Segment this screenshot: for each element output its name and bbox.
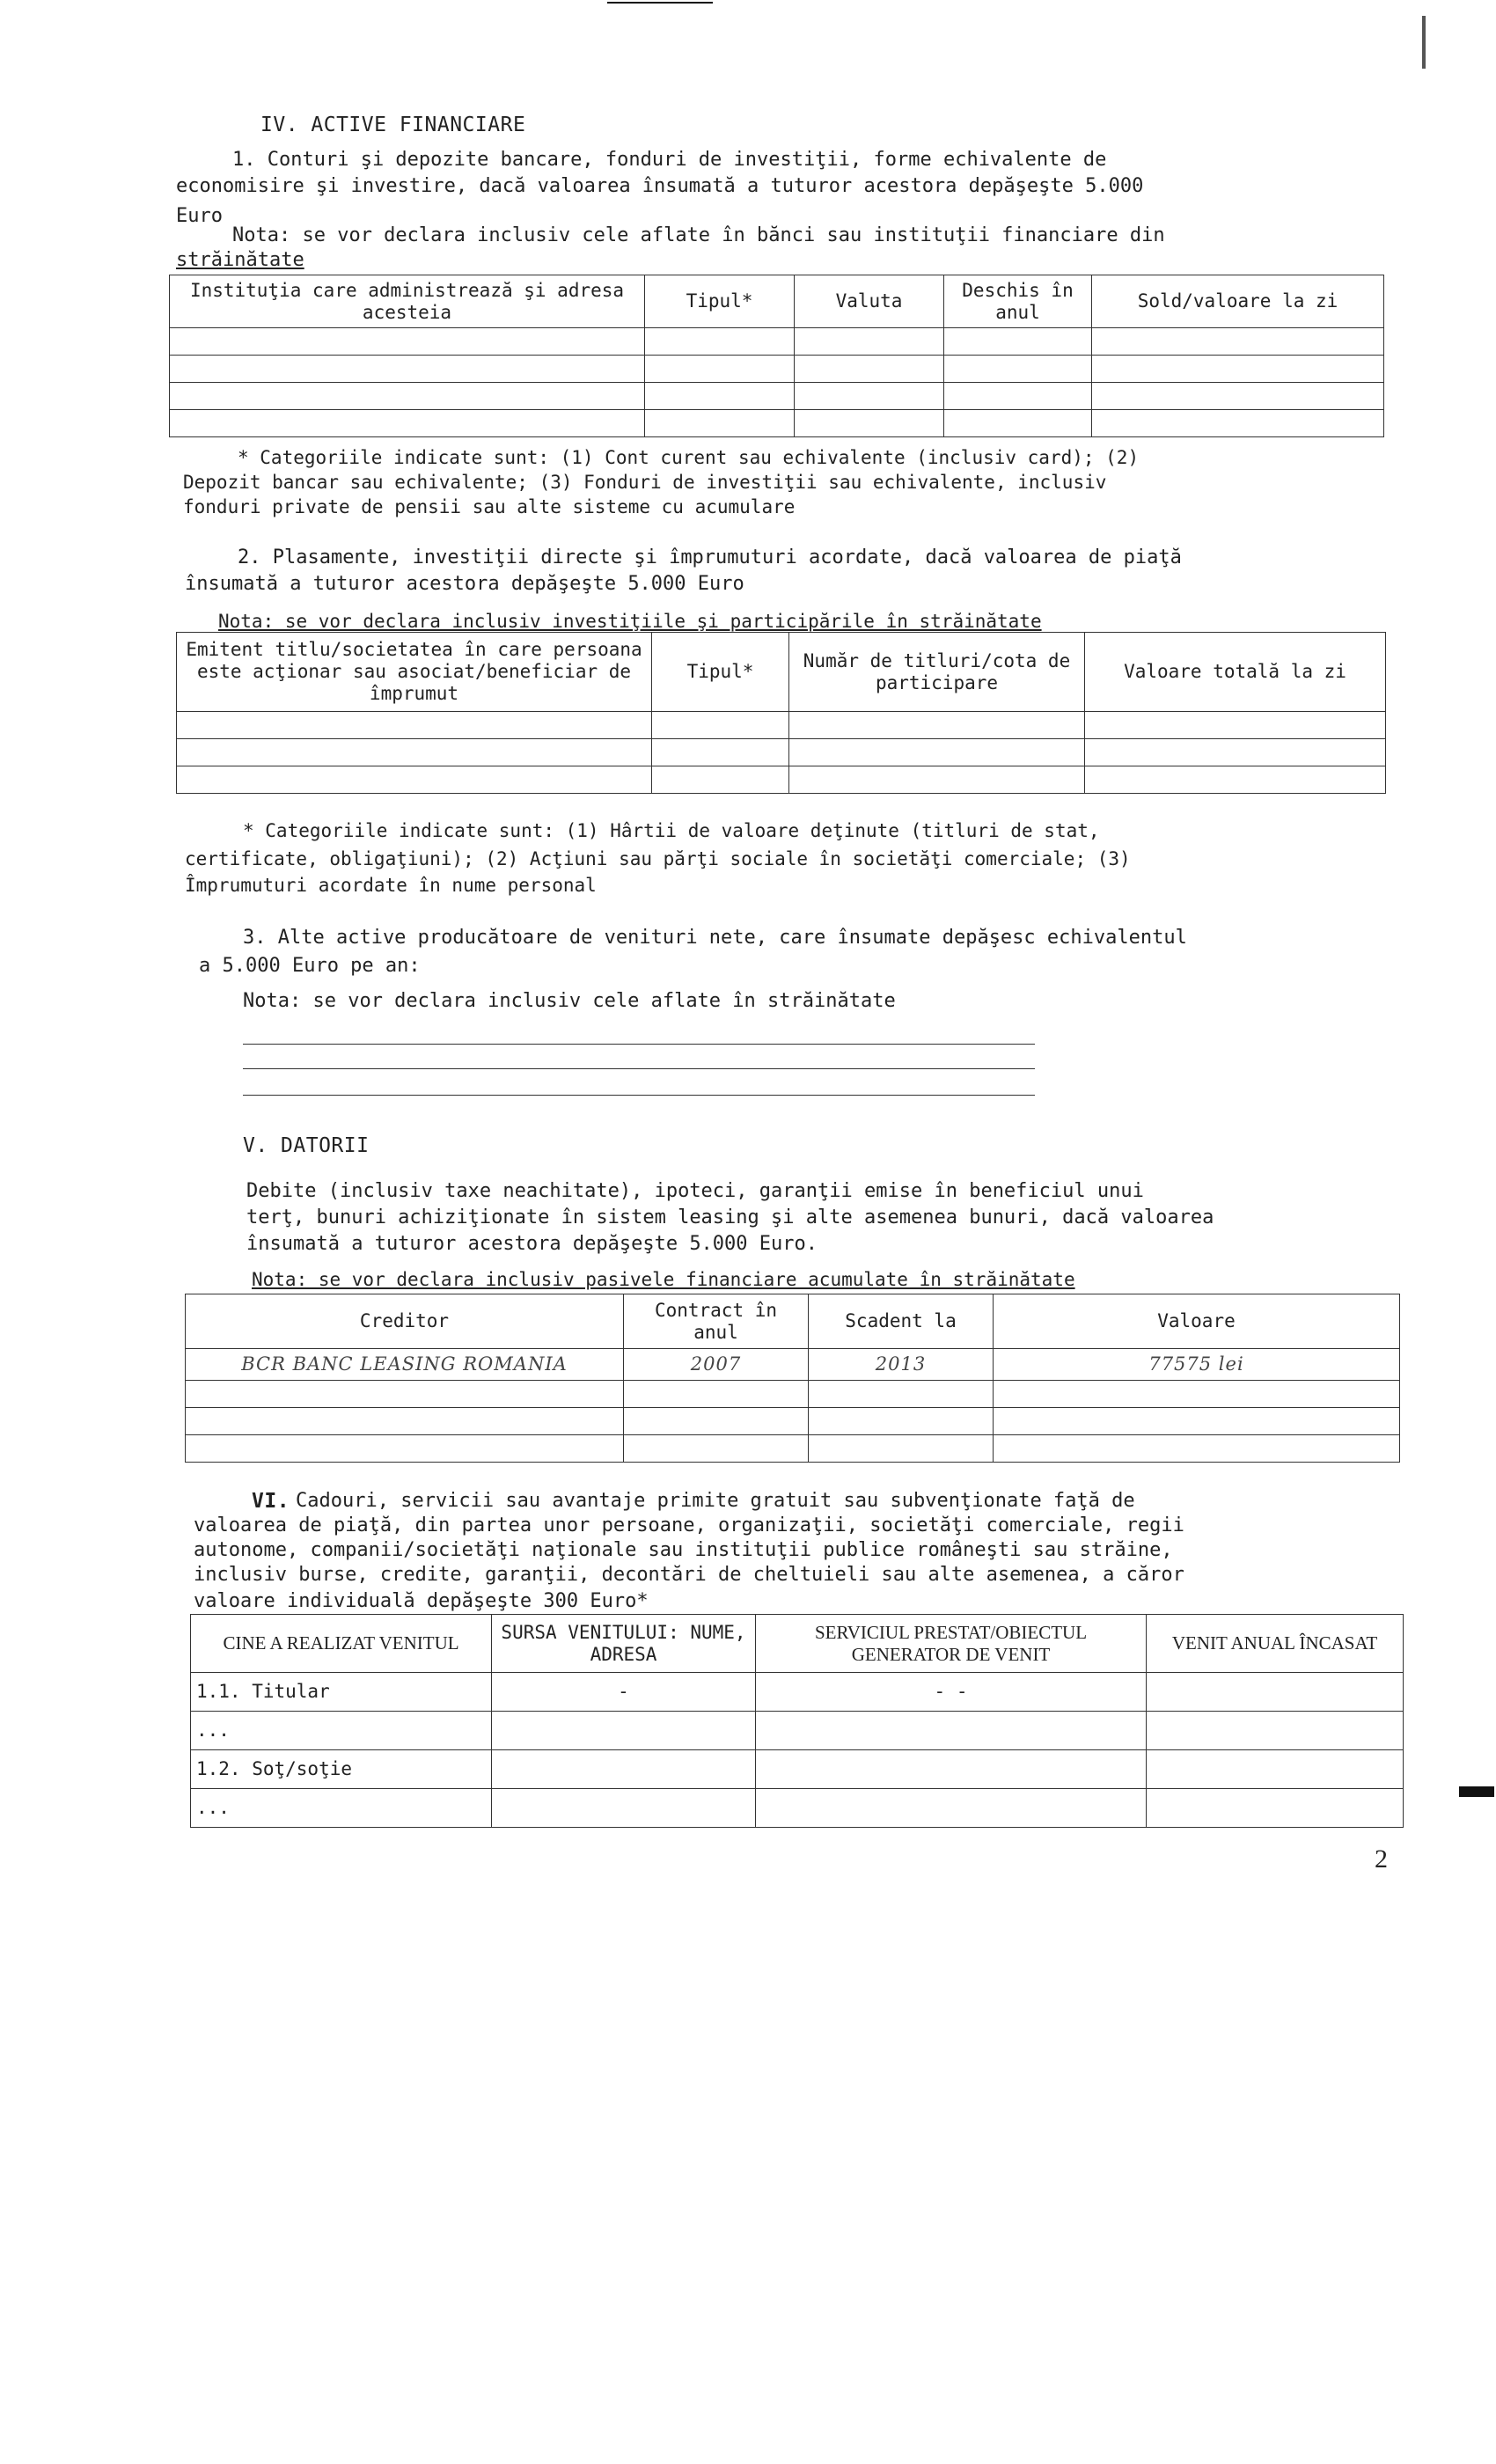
row-label-titular: 1.1. Titular [191,1673,492,1712]
col-institutie: Instituţia care administrează şi adresa acesteia [170,275,645,328]
placements-table-header [177,633,1386,712]
item1-footnote3: fonduri private de pensii sau alte sisteme cu acumulare [183,496,796,517]
section-v-line3: însumată a tuturor acestora depăşeşte 5.000 Euro. [246,1233,818,1255]
col-emitent: Emitent titlu/societatea în care persoana este acţionar sau asociat/beneficiar de împrumut [177,633,652,712]
debts-table [185,1294,1400,1463]
table-row [177,739,1386,766]
item1-footnote2: Depozit bancar sau echivalente; (3) Fonduri de investiţii sau echivalente, inclusiv [183,472,1107,493]
income-table-header [191,1615,1404,1673]
section-iv-title: IV. ACTIVE FINANCIARE [260,114,526,136]
table-row [186,1349,1400,1381]
table-row [191,1750,1404,1789]
page-number: 2 [1375,1844,1388,1874]
col-valoare-totala: Valoare totală la zi [1085,633,1386,712]
item1-line3: Euro [176,205,223,227]
item2-footnote1: * Categoriile indicate sunt: (1) Hârtii de valoare deţinute (titluri de stat, [243,820,1100,841]
serviciul-titular[interactable]: - - [756,1673,1147,1712]
col-serviciul: SERVICIUL PRESTAT/OBIECTUL GENERATOR DE VENIT [756,1615,1147,1673]
contract-year-value[interactable]: 2007 [624,1349,809,1381]
item1-note-cont: străinătate [176,249,304,271]
item1-note: Nota: se vor declara inclusiv cele aflate în bănci sau instituţii financiare din [232,224,1165,246]
section-vi-title: VI. [252,1490,290,1513]
col-sold: Sold/valoare la zi [1092,275,1384,328]
section-v-title: V. DATORII [243,1134,370,1157]
item1-line2: economisire şi investire, dacă valoarea însumată a tuturor acestora depăşeşte 5.000 [176,175,1144,197]
item3-line1: 3. Alte active producătoare de venituri nete, care însumate depăşesc echivalentul [243,927,1187,949]
sursa-titular[interactable]: - [492,1673,756,1712]
item2-footnote3: Împrumuturi acordate în nume personal [185,875,597,896]
section-vi-line4: inclusiv burse, credite, garanţii, decontări de cheltuieli sau alte asemenea, a căror [194,1564,1184,1586]
item3-blank-line-3[interactable] [243,1095,1035,1096]
item2-note: Nota: se vor declara inclusiv investiţiile şi participările în străinătate [218,611,1042,632]
item3-line2: a 5.000 Euro pe an: [199,955,421,977]
table-row [186,1408,1400,1435]
table-row [186,1435,1400,1463]
table-row [170,356,1384,383]
scan-mark-right [1422,16,1426,69]
section-vi-line1: Cadouri, servicii sau avantaje primite gratuit sau subvenţionate faţă de [296,1490,1135,1512]
placements-table [176,632,1386,794]
accounts-table [169,275,1384,437]
col-scadent: Scadent la [809,1294,994,1349]
table-row [191,1712,1404,1750]
col-numar-titluri: Număr de titluri/cota de participare [789,633,1085,712]
item1-line1: 1. Conturi şi depozite bancare, fonduri de investiţii, forme echivalente de [232,149,1107,171]
scan-mark-right-edge [1459,1786,1494,1797]
item2-line2: însumată a tuturor acestora depăşeşte 5.000 Euro [185,573,744,595]
section-vi-line2: valoarea de piaţă, din partea unor persoane, organizaţii, societăţi comerciale, regii [194,1514,1184,1536]
item2-line1: 2. Plasamente, investiţii directe şi împrumuturi acordate, dacă valoarea de piaţă [238,546,1182,568]
col-tipul: Tipul* [652,633,789,712]
table-row [177,766,1386,794]
table-row [186,1381,1400,1408]
section-v-line2: terţ, bunuri achiziţionate în sistem leasing şi alte asemenea bunuri, dacă valoarea [246,1206,1214,1228]
row-label-dots: ... [191,1712,492,1750]
col-sursa: SURSA VENITULUI: NUME, ADRESA [492,1615,756,1673]
scadent-value[interactable]: 2013 [809,1349,994,1381]
item3-blank-line-1[interactable] [243,1044,1035,1045]
debts-table-header [186,1294,1400,1349]
item3-blank-line-2[interactable] [243,1068,1035,1069]
creditor-value[interactable]: BCR BANC LEASING ROMANIA [186,1349,624,1381]
col-creditor: Creditor [186,1294,624,1349]
item1-footnote1: * Categoriile indicate sunt: (1) Cont curent sau echivalente (inclusiv card); (2) [238,447,1140,468]
col-cine: CINE A REALIZAT VENITUL [191,1615,492,1673]
valoare-value[interactable]: 77575 lei [994,1349,1400,1381]
table-row [170,383,1384,410]
col-tipul: Tipul* [645,275,795,328]
section-vi-line5: valoare individuală depăşeşte 300 Euro* [194,1590,649,1612]
table-row [170,410,1384,437]
table-row [177,712,1386,739]
col-deschis: Deschis în anul [944,275,1092,328]
col-contract: Contract în anul [624,1294,809,1349]
table-row [191,1673,1404,1712]
section-v-note: Nota: se vor declara inclusiv pasivele financiare acumulate în străinătate [252,1269,1075,1290]
col-valoare: Valoare [994,1294,1400,1349]
table-row [170,328,1384,356]
row-label-dots-2: ... [191,1789,492,1828]
col-venit: VENIT ANUAL ÎNCASAT [1147,1615,1404,1673]
income-table [190,1614,1404,1828]
section-v-line1: Debite (inclusiv taxe neachitate), ipoteci, garanţii emise în beneficiul unui [246,1180,1144,1202]
item3-note: Nota: se vor declara inclusiv cele aflate în străinătate [243,990,896,1012]
accounts-table-header [170,275,1384,328]
item2-footnote2: certificate, obligaţiuni); (2) Acţiuni sau părţi sociale în societăţi comerciale; (3) [185,848,1131,869]
scan-mark-top [607,2,713,4]
row-label-sot: 1.2. Soţ/soţie [191,1750,492,1789]
section-vi-line3: autonome, companii/societăţi naţionale sau instituţii publice româneşti sau străine, [194,1539,1173,1561]
col-valuta: Valuta [795,275,944,328]
table-row [191,1789,1404,1828]
